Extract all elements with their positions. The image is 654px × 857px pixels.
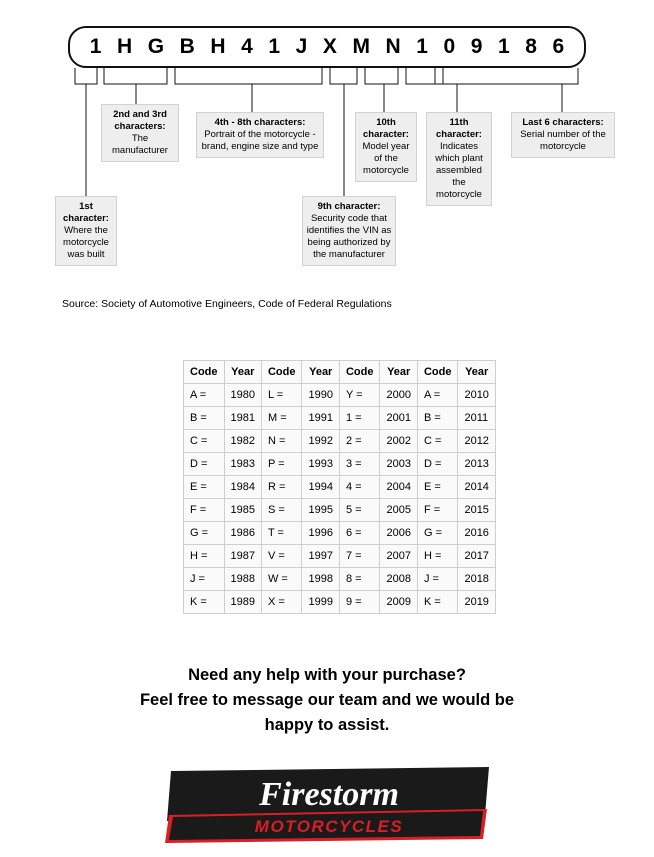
- table-cell: 1981: [224, 407, 261, 430]
- table-cell: 1996: [302, 522, 339, 545]
- callout-body: Serial number of the motorcycle: [520, 129, 606, 152]
- table-cell: 1998: [302, 568, 339, 591]
- table-cell: 2006: [380, 522, 417, 545]
- callout-10th-character: [355, 112, 417, 182]
- table-cell: 2009: [380, 591, 417, 614]
- callout-heading: Last 6 characters:: [522, 117, 604, 128]
- callout-last-6-characters: [511, 112, 615, 158]
- table-cell: H =: [417, 545, 458, 568]
- table-cell: 1985: [224, 499, 261, 522]
- table-cell: 2002: [380, 430, 417, 453]
- table-cell: H =: [184, 545, 225, 568]
- vin-char: 6: [552, 35, 565, 58]
- callout-9th-character: [302, 196, 396, 266]
- vin-display-box: [68, 26, 586, 68]
- callout-heading: 10th character:: [363, 117, 409, 140]
- table-cell: 1988: [224, 568, 261, 591]
- table-cell: 1995: [302, 499, 339, 522]
- callout-11th-character: [426, 112, 492, 206]
- vin-char: H: [210, 35, 226, 58]
- table-cell: 2013: [458, 453, 495, 476]
- table-row: [184, 568, 496, 591]
- table-header-cell: Code: [417, 361, 458, 384]
- table-header-cell: Year: [380, 361, 417, 384]
- callout-2nd-3rd-characters: [101, 104, 179, 162]
- table-cell: 2012: [458, 430, 495, 453]
- table-row: [184, 499, 496, 522]
- table-cell: N =: [261, 430, 302, 453]
- table-cell: 1999: [302, 591, 339, 614]
- table-cell: 2001: [380, 407, 417, 430]
- vin-char: 1: [498, 35, 510, 58]
- callout-heading: 11th character:: [436, 117, 482, 140]
- table-cell: A =: [184, 384, 225, 407]
- source-note: Source: Society of Automotive Engineers, Code of Federal Regulations: [62, 298, 392, 310]
- model-year-code-table: [183, 360, 496, 614]
- table-cell: S =: [261, 499, 302, 522]
- table-cell: E =: [417, 476, 458, 499]
- table-row: [184, 545, 496, 568]
- callout-body: Model year of the motorcycle: [362, 141, 410, 176]
- table-cell: 1993: [302, 453, 339, 476]
- table-cell: 7 =: [339, 545, 380, 568]
- vin-char: J: [295, 35, 308, 58]
- table-cell: 4 =: [339, 476, 380, 499]
- table-cell: 1982: [224, 430, 261, 453]
- table-cell: X =: [261, 591, 302, 614]
- callout-body: Portrait of the motorcycle - brand, engine size and type: [201, 129, 319, 152]
- table-header-cell: Year: [302, 361, 339, 384]
- table-cell: 3 =: [339, 453, 380, 476]
- vin-char: H: [117, 35, 133, 58]
- table-cell: 1992: [302, 430, 339, 453]
- table-cell: J =: [184, 568, 225, 591]
- table-cell: V =: [261, 545, 302, 568]
- table-header-cell: Code: [261, 361, 302, 384]
- help-message: [0, 663, 654, 738]
- vin-char: G: [147, 35, 165, 58]
- callout-body: Indicates which plant assembled the motorcycle: [435, 141, 483, 200]
- help-line-1: Need any help with your purchase?: [188, 666, 466, 684]
- table-cell: 2017: [458, 545, 495, 568]
- callout-heading: 1st character:: [63, 201, 109, 224]
- table-cell: 1984: [224, 476, 261, 499]
- table-header-cell: Code: [339, 361, 380, 384]
- table-cell: 2014: [458, 476, 495, 499]
- table-cell: B =: [417, 407, 458, 430]
- callout-heading: 9th character:: [317, 201, 381, 212]
- table-cell: G =: [417, 522, 458, 545]
- vin-char: 0: [443, 35, 456, 58]
- table-header-cell: Year: [458, 361, 495, 384]
- vin-character-row: [70, 28, 584, 66]
- vin-char: B: [179, 35, 195, 58]
- table-cell: 1983: [224, 453, 261, 476]
- table-cell: 2011: [458, 407, 495, 430]
- table-cell: K =: [184, 591, 225, 614]
- table-cell: Y =: [339, 384, 380, 407]
- table-row: [184, 453, 496, 476]
- vin-char: 1: [416, 35, 428, 58]
- table-cell: 1997: [302, 545, 339, 568]
- callout-4th-8th-characters: [196, 112, 324, 158]
- table-cell: 1990: [302, 384, 339, 407]
- table-cell: E =: [184, 476, 225, 499]
- table-cell: 2004: [380, 476, 417, 499]
- table-cell: L =: [261, 384, 302, 407]
- table-cell: 2003: [380, 453, 417, 476]
- table-cell: W =: [261, 568, 302, 591]
- table-cell: 2018: [458, 568, 495, 591]
- table-cell: 5 =: [339, 499, 380, 522]
- callout-1st-character: [55, 196, 117, 266]
- table-cell: 2 =: [339, 430, 380, 453]
- table-cell: 1986: [224, 522, 261, 545]
- table-row: [184, 407, 496, 430]
- table-cell: C =: [184, 430, 225, 453]
- table-row: [184, 591, 496, 614]
- table-cell: A =: [417, 384, 458, 407]
- table-cell: 1991: [302, 407, 339, 430]
- table-cell: 2007: [380, 545, 417, 568]
- table-cell: 2010: [458, 384, 495, 407]
- table-cell: B =: [184, 407, 225, 430]
- table-cell: 1980: [224, 384, 261, 407]
- vin-char: 8: [525, 35, 537, 58]
- help-line-2: Feel free to message our team and we would be: [139, 691, 515, 709]
- table-cell: J =: [417, 568, 458, 591]
- table-row: [184, 384, 496, 407]
- table-cell: D =: [417, 453, 458, 476]
- table-cell: 1987: [224, 545, 261, 568]
- table-cell: 1994: [302, 476, 339, 499]
- vin-char: 9: [470, 35, 483, 58]
- vin-char: X: [322, 35, 337, 58]
- table-cell: 2005: [380, 499, 417, 522]
- table-header-row: [184, 361, 496, 384]
- table-cell: G =: [184, 522, 225, 545]
- table-row: [184, 522, 496, 545]
- vin-char: 1: [89, 35, 102, 58]
- table-cell: C =: [417, 430, 458, 453]
- vin-char: 4: [241, 35, 253, 58]
- table-cell: D =: [184, 453, 225, 476]
- table-row: [184, 476, 496, 499]
- callout-body: Security code that identifies the VIN as being authorized by the manufacturer: [306, 213, 392, 260]
- table-row: [184, 430, 496, 453]
- table-cell: 1 =: [339, 407, 380, 430]
- callout-heading: 2nd and 3rd characters:: [113, 109, 167, 132]
- table-header-cell: Year: [224, 361, 261, 384]
- vin-char: N: [385, 35, 401, 58]
- table-cell: R =: [261, 476, 302, 499]
- table-cell: F =: [184, 499, 225, 522]
- table-cell: P =: [261, 453, 302, 476]
- firestorm-motorcycles-logo: [163, 765, 493, 845]
- table-cell: 2008: [380, 568, 417, 591]
- vin-char: M: [352, 35, 370, 58]
- table-header-cell: Code: [184, 361, 225, 384]
- table-cell: 2015: [458, 499, 495, 522]
- table-cell: F =: [417, 499, 458, 522]
- table-cell: T =: [261, 522, 302, 545]
- table-cell: 9 =: [339, 591, 380, 614]
- table-cell: 6 =: [339, 522, 380, 545]
- table-cell: 2016: [458, 522, 495, 545]
- table-cell: M =: [261, 407, 302, 430]
- vin-char: 1: [268, 35, 281, 58]
- table-cell: 1989: [224, 591, 261, 614]
- callout-heading: 4th - 8th characters:: [214, 117, 306, 128]
- table-cell: 8 =: [339, 568, 380, 591]
- table-cell: K =: [417, 591, 458, 614]
- logo-brand-text: Firestorm: [259, 776, 399, 813]
- callout-body: The manufacturer: [112, 133, 168, 156]
- help-line-3: happy to assist.: [264, 716, 390, 734]
- callout-body: Where the motorcycle was built: [63, 225, 109, 260]
- table-cell: 2000: [380, 384, 417, 407]
- table-cell: 2019: [458, 591, 495, 614]
- logo-sub-text: MOTORCYCLES: [254, 817, 404, 836]
